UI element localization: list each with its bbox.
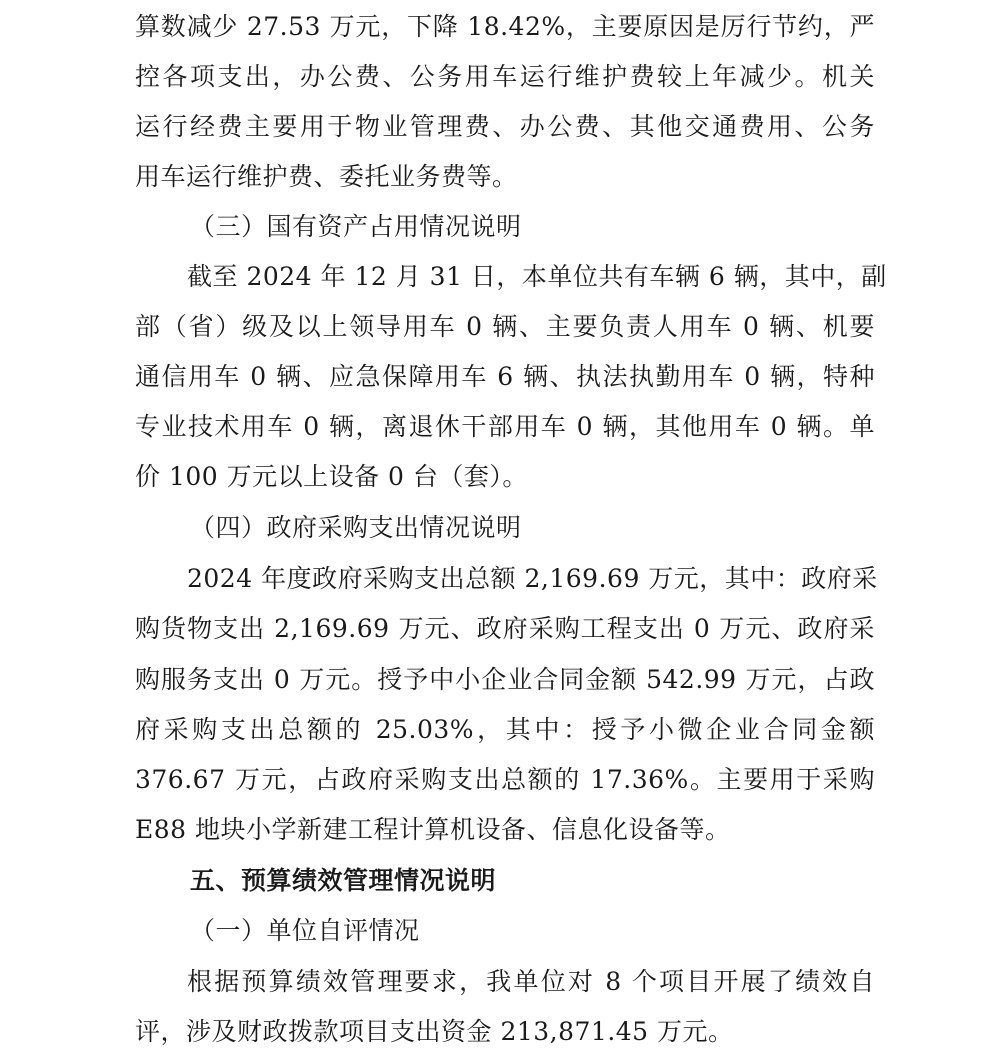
paragraph-line: 购服务支出 0 万元。授予中小企业合同金额 542.99 万元，占政 [135, 665, 875, 694]
paragraph-line: 部（省）级及以上领导用车 0 辆、主要负责人用车 0 辆、机要 [135, 312, 875, 341]
paragraph-line: 376.67 万元，占政府采购支出总额的 17.36%。主要用于采购 [135, 765, 875, 794]
paragraph-line: 控各项支出，办公费、公务用车运行维护费较上年减少。机关 [135, 62, 875, 91]
paragraph-line: 运行经费主要用于物业管理费、办公费、其他交通费用、公务 [135, 112, 875, 141]
paragraph-line: 算数减少 27.53 万元，下降 18.42%，主要原因是厉行节约，严 [135, 12, 875, 41]
section-heading-self-evaluation: （一）单位自评情况 [190, 916, 420, 945]
paragraph-line: 2024 年度政府采购支出总额 2,169.69 万元，其中：政府采 [187, 564, 878, 593]
paragraph-line: 价 100 万元以上设备 0 台（套）。 [135, 462, 528, 491]
paragraph-line: 通信用车 0 辆、应急保障用车 6 辆、执法执勤用车 0 辆，特种 [135, 362, 875, 391]
paragraph-line: 截至 2024 年 12 月 31 日，本单位共有车辆 6 辆，其中，副 [187, 262, 887, 291]
paragraph-line: 评，涉及财政拨款项目支出资金 213,871.45 万元。 [135, 1017, 734, 1046]
section-heading-assets: （三）国有资产占用情况说明 [190, 212, 522, 241]
paragraph-line: 购货物支出 2,169.69 万元、政府采购工程支出 0 万元、政府采 [135, 614, 875, 643]
paragraph-line: 根据预算绩效管理要求，我单位对 8 个项目开展了绩效自 [187, 967, 875, 996]
paragraph-line: 用车运行维护费、委托业务费等。 [135, 162, 518, 191]
section-heading-performance: 五、预算绩效管理情况说明 [190, 866, 497, 895]
paragraph-line: E88 地块小学新建工程计算机设备、信息化设备等。 [135, 815, 731, 844]
section-heading-procurement: （四）政府采购支出情况说明 [190, 513, 522, 542]
paragraph-line: 府采购支出总额的 25.03%，其中：授予小微企业合同金额 [135, 715, 875, 744]
paragraph-line: 专业技术用车 0 辆，离退休干部用车 0 辆，其他用车 0 辆。单 [135, 412, 875, 441]
